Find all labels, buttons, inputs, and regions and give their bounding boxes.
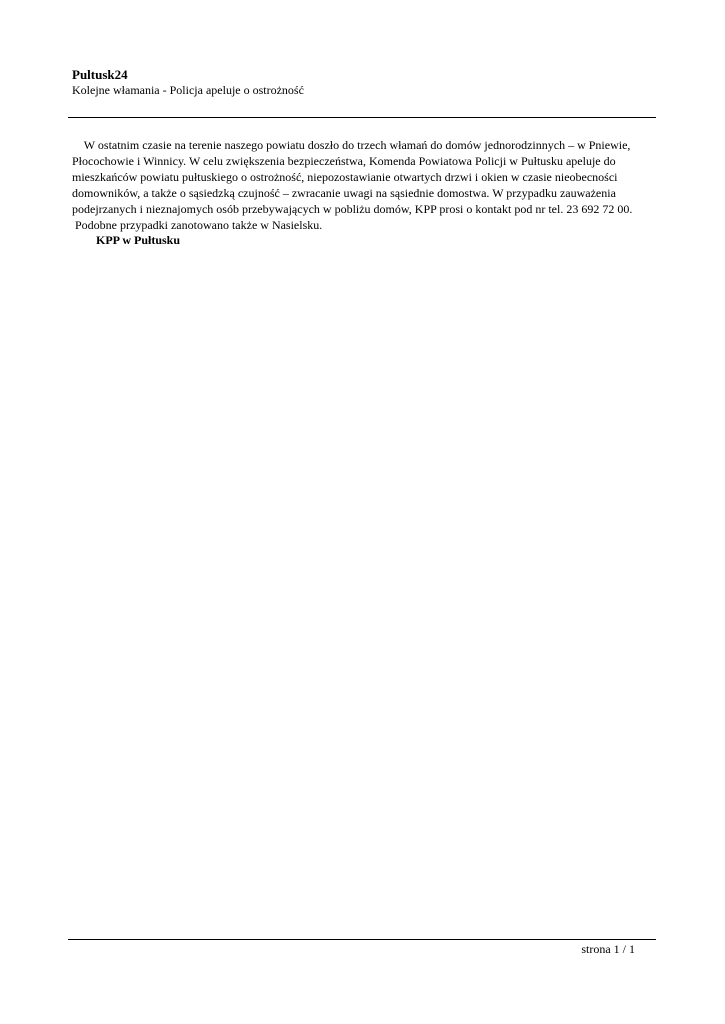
article-title: Kolejne włamania - Policja apeluje o ostrożność — [72, 83, 304, 97]
article-line: mieszkańców powiatu pułtuskiego o ostrożność, niepozostawianie otwartych drzwi i okien w czasie nieobecności — [72, 170, 618, 184]
site-name: Pultusk24 — [72, 67, 128, 82]
article-line: domowników, a także o sąsiedzką czujność – zwracanie uwagi na sąsiednie domostwa. W przypadku zauważenia — [72, 186, 616, 200]
footer-divider — [68, 939, 656, 940]
article-signature: KPP w Pułtusku — [96, 233, 181, 247]
article-line: Płocochowie i Winnicy. W celu zwiększenia bezpieczeństwa, Komenda Powiatowa Policji w Pułtusku apeluje do — [72, 154, 616, 168]
article-line: podejrzanych i nieznajomych osób przebywających w pobliżu domów, KPP prosi o kontakt pod nr tel. 23 692 72 00. — [72, 202, 633, 216]
article-line: Podobne przypadki zanotowano także w Nasielsku. — [72, 218, 323, 232]
article-body — [72, 137, 662, 233]
header-divider — [68, 117, 656, 118]
page-number: strona 1 / 1 — [581, 942, 635, 956]
article-line: W ostatnim czasie na terenie naszego powiatu doszło do trzech włamań do domów jednorodzinnych – w Pniewie, — [72, 138, 631, 152]
